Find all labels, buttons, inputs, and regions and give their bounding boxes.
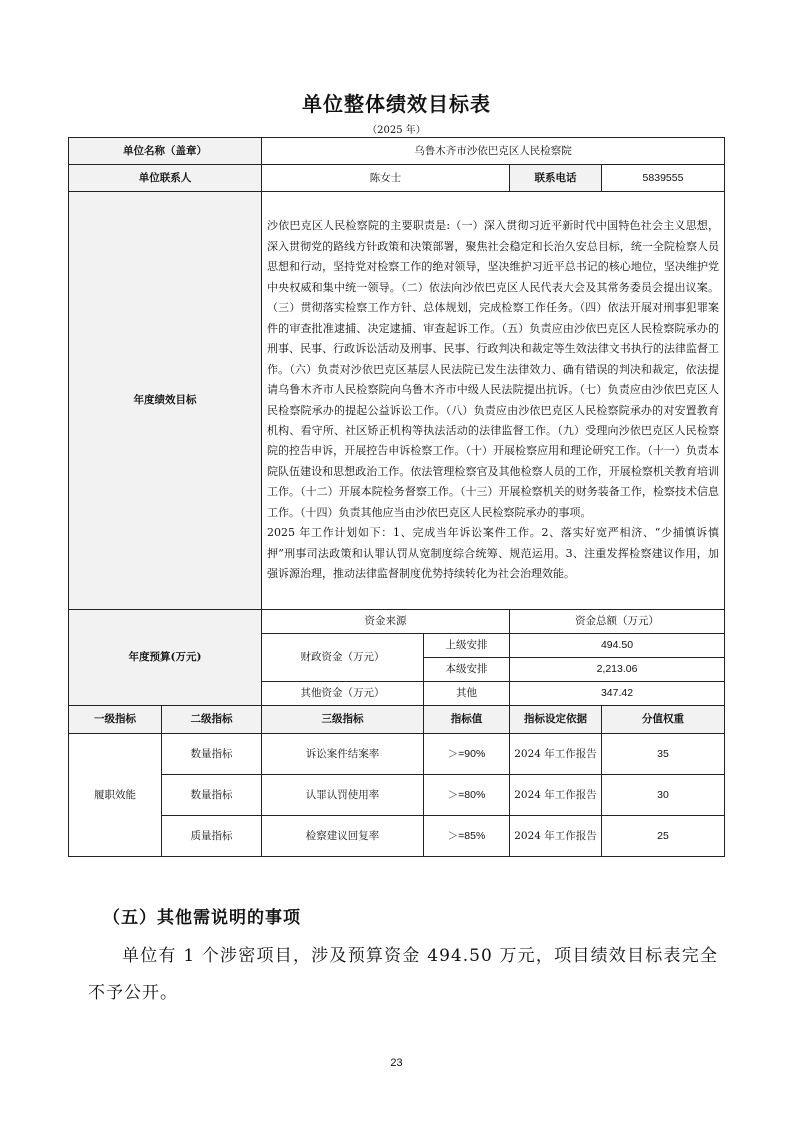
table-row [69,775,725,816]
level2-indicator: 数量指标 [162,775,262,816]
header-level2: 二级指标 [162,706,262,734]
other-sub-label: 其他 [424,682,510,706]
phone-label: 联系电话 [510,165,602,192]
indicator-basis: 2024 年工作报告 [510,734,602,775]
local-allocation-label: 本级安排 [424,658,510,682]
other-fund-value: 347.42 [510,682,725,706]
phone-value: 5839555 [602,165,725,192]
contact-label: 单位联系人 [69,165,262,192]
level3-indicator: 认罪认罚使用率 [262,775,424,816]
section-paragraph: 单位有 1 个涉密项目，涉及预算资金 494.50 万元，项目绩效目标表完全不予公开。 [88,946,718,1004]
indicator-value: ＞=90% [424,734,510,775]
upper-allocation-value: 494.50 [510,634,725,658]
fund-total-header: 资金总额（万元） [510,610,725,634]
performance-target-table [68,137,725,857]
unit-name-value: 乌鲁木齐市沙依巴克区人民检察院 [262,138,725,165]
section-heading: （五）其他需说明的事项 [103,908,301,928]
indicator-weight: 30 [602,775,725,816]
indicator-basis: 2024 年工作报告 [510,775,602,816]
level1-indicator: 履职效能 [69,734,162,857]
annual-goal-cell [262,192,725,610]
level3-indicator: 诉讼案件结案率 [262,734,424,775]
annual-budget-label: 年度预算(万元) [69,610,262,706]
indicator-weight: 25 [602,816,725,857]
fund-source-header: 资金来源 [262,610,510,634]
contact-value: 陈女士 [262,165,510,192]
indicator-value: ＞=85% [424,816,510,857]
page-title: 单位整体绩效目标表 [302,92,491,116]
upper-allocation-label: 上级安排 [424,634,510,658]
header-basis: 指标设定依据 [510,706,602,734]
indicator-basis: 2024 年工作报告 [510,816,602,857]
annual-goal-text: 沙依巴克区人民检察院的主要职责是:（一）深入贯彻习近平新时代中国特色社会主义思想，深入贯彻党的路线方针政策和决策部署，聚焦社会稳定和长治久安总目标，统一全院检察人员思想和行动，坚持党对检察工作的绝对领导，坚决维护习近平总书记的核心地位，坚决维护党中央权威和集中统一领导。（二）依法向沙依巴克区人民代表大会及其常务委员会提出议案。（三）贯彻落实检察工作方针、总体规划，完成检察工作任务。（四）依法开展对刑事犯罪案件的审查批准逮捕、决定逮捕、审查起诉工作。（五）负责应由沙依巴克区人民检察院承办的刑事、民事、行政诉讼活动及刑事、民事、行政判决和裁定等生效法律文书执行的法律监督工作。（六）负责对沙依巴克区基层人民法院已发生法律效力、确有错误的判决和裁定，依法提请乌鲁木齐市人民检察院向乌鲁木齐市中级人民法院提出抗诉。（七）负责应由沙依巴克区人民检察院承办的提起公益诉讼工作。（八）负责应由沙依巴克区人民检察院承办的对安置教育机构、看守所、社区矫正机构等执法活动的法律监督工作。（九）受理向沙依巴克区人民检察院的控告申诉，开展控告申诉检察工作。（十）开展检察应用和理论研究工作。（十一）负责本院队伍建设和思想政治工作。依法管理检察官及其他检察人员的工作，开展检察机关教育培训工作。（十二）开展本院检务督察工作。（十三）开展检察机关的财务装备工作，检察技术信息工作。（十四）负责其他应当由沙依巴克区人民检察院承办的事项。 [267,219,719,519]
table-row [69,734,725,775]
other-fund-label: 其他资金（万元） [262,682,424,706]
level2-indicator: 数量指标 [162,734,262,775]
page-number: 23 [390,1057,403,1069]
unit-name-label: 单位名称（盖章） [69,138,262,165]
year-label: （2025 年） [367,125,426,136]
level3-indicator: 检察建议回复率 [262,816,424,857]
fiscal-fund-label: 财政资金（万元） [262,634,424,682]
indicator-weight: 35 [602,734,725,775]
header-level1: 一级指标 [69,706,162,734]
indicator-value: ＞=80% [424,775,510,816]
table-row [69,816,725,857]
local-allocation-value: 2,213.06 [510,658,725,682]
annual-goal-label: 年度绩效目标 [69,192,262,610]
annual-plan-text: 2025 年工作计划如下：1、完成当年诉讼案件工作。2、落实好宽严相济、“少捕慎诉慎押”刑事司法政策和认罪认罚从宽制度综合统筹、规范运用。3、注重发挥检察建议作用，加强诉源治理，推动法律监督制度优势持续转化为社会治理效能。 [267,526,719,581]
level2-indicator: 质量指标 [162,816,262,857]
header-weight: 分值权重 [602,706,725,734]
header-level3: 三级指标 [262,706,424,734]
header-indicator-value: 指标值 [424,706,510,734]
